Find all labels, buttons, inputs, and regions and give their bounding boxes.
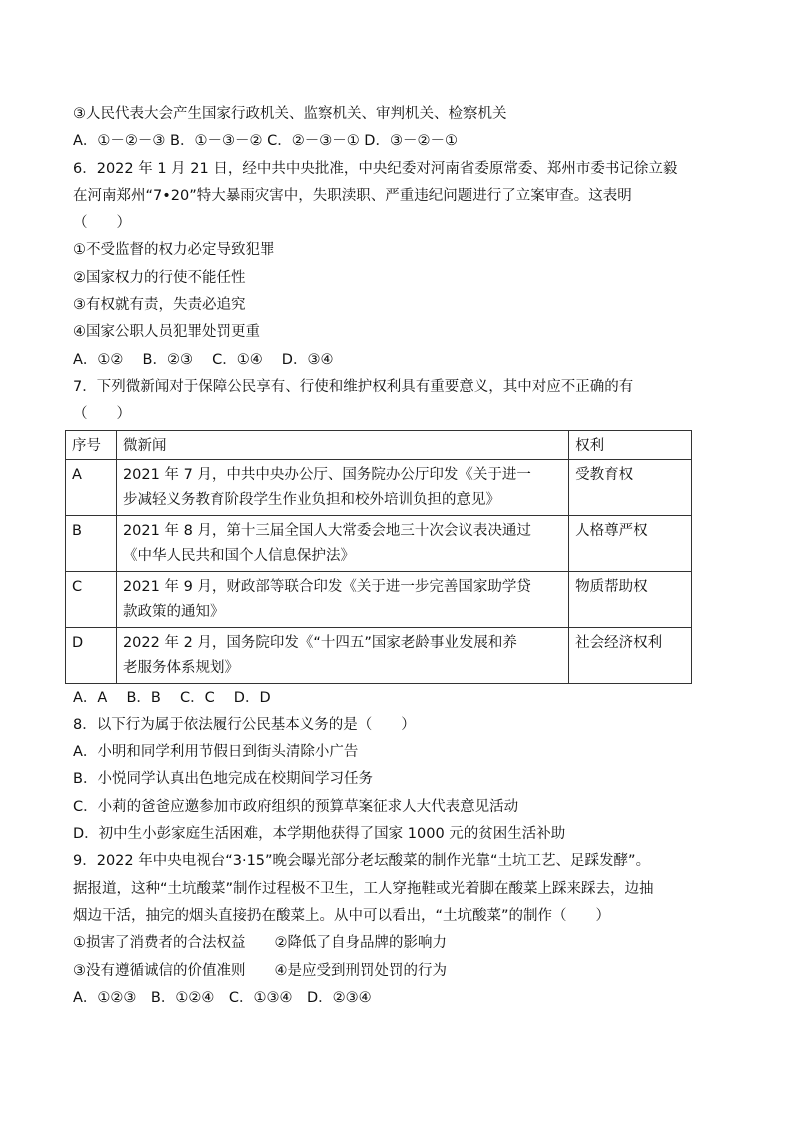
q9-stem-line-2: 据报道，这种“土坑酸菜”制作过程极不卫生，工人穿拖鞋或光着脚在酸菜上踩来踩去，边抽: [73, 880, 654, 897]
row-index: A: [66, 459, 117, 515]
q5-option-3: ③人民代表大会产生国家行政机关、监察机关、审判机关、检察机关: [73, 106, 507, 122]
q9-options-3-4: ③没有遵循诚信的价值准则 ④是应受到刑罚处罚的行为: [73, 962, 447, 979]
news-line: 《中华人民共和国个人信息保护法》: [122, 547, 355, 564]
table-row: [66, 571, 692, 627]
q8-option-b: B．小悦同学认真出色地完成在校期间学习任务: [73, 771, 373, 788]
table-row: [66, 515, 692, 571]
q7-stem: 7．下列微新闻对于保障公民享有、行使和维护权利具有重要意义，其中对应不正确的有: [73, 378, 634, 395]
q8-option-d: D．初中生小彭家庭生活困难，本学期他获得了国家 1000 元的贫困生活补助: [73, 826, 566, 843]
q6-option-3: ③有权就有责，失责必追究: [73, 297, 246, 314]
news-line: 2021 年 7 月，中共中央办公厅、国务院办公厅印发《关于进一: [122, 466, 531, 483]
row-news: [116, 515, 568, 571]
header-news: 微新闻: [116, 430, 568, 459]
row-right: 受教育权: [569, 459, 692, 515]
row-right: 社会经济权利: [569, 627, 692, 683]
q5-choices: A．①－②－③ B．①－③－② C．②－③－① D．③－②－①: [73, 133, 458, 150]
header-index: 序号: [66, 430, 117, 459]
row-news: [116, 459, 568, 515]
q7-answer-blank: （ ）: [73, 406, 131, 423]
q7-choices: A．A B．B C．C D．D: [73, 689, 271, 706]
exam-page: [73, 101, 723, 1012]
q6-answer-blank: （ ）: [73, 215, 131, 232]
q6-option-1: ①不受监督的权力必定导致犯罪: [73, 242, 275, 259]
q9-choices: A．①②③ B．①②④ C．①③④ D．②③④: [73, 989, 372, 1006]
news-line: 步减轻义务教育阶段学生作业负担和校外培训负担的意见》: [122, 491, 500, 508]
q8-option-a: A．小明和同学利用节假日到街头清除小广告: [73, 744, 359, 761]
row-news: [116, 571, 568, 627]
news-line: 2021 年 8 月，第十三届全国人大常委会地三十次会议表决通过: [122, 522, 531, 539]
q6-option-2: ②国家权力的行使不能任性: [73, 269, 246, 286]
row-index: B: [66, 515, 117, 571]
news-line: 2021 年 9 月，财政部等联合印发《关于进一步完善国家助学贷: [122, 578, 531, 595]
row-index: C: [66, 571, 117, 627]
q8-option-c: C．小莉的爸爸应邀参加市政府组织的预算草案征求人大代表意见活动: [73, 798, 519, 815]
q6-option-4: ④国家公职人员犯罪处罚更重: [73, 324, 260, 341]
row-news: [116, 627, 568, 683]
table-header-row: [66, 430, 692, 459]
news-line: 2022 年 2 月，国务院印发《“十四五”国家老龄事业发展和养: [122, 634, 517, 651]
q9-stem-line-3: 烟边干活，抽完的烟头直接扔在酸菜上。从中可以看出，“土坑酸菜”的制作（ ）: [73, 907, 611, 924]
row-index: D: [66, 627, 117, 683]
table-row: [66, 459, 692, 515]
table-row: [66, 627, 692, 683]
q9-options-1-2: ①损害了消费者的合法权益 ②降低了自身品牌的影响力: [73, 935, 447, 952]
header-right: 权利: [569, 430, 692, 459]
q6-choices: A．①② B．②③ C．①④ D．③④: [73, 351, 334, 368]
q6-stem-line-2: 在河南郑州“7•20”特大暴雨灾害中，失职渎职、严重违纪问题进行了立案审查。这表明: [73, 187, 632, 204]
q6-stem-line-1: 6．2022 年 1 月 21 日，经中共中央批准，中央纪委对河南省委原常委、郑州市委书记徐立毅: [73, 160, 678, 177]
row-right: 人格尊严权: [569, 515, 692, 571]
row-right: 物质帮助权: [569, 571, 692, 627]
news-line: 款政策的通知》: [122, 603, 225, 620]
news-line: 老服务体系规划》: [122, 659, 239, 676]
q7-news-table: [65, 430, 692, 684]
q8-stem: 8．以下行为属于依法履行公民基本义务的是（ ）: [73, 716, 416, 733]
q9-stem-line-1: 9．2022 年中央电视台“3·15”晚会曝光部分老坛酸菜的制作光靠“土坑工艺、足踩发酵”。: [73, 853, 651, 870]
